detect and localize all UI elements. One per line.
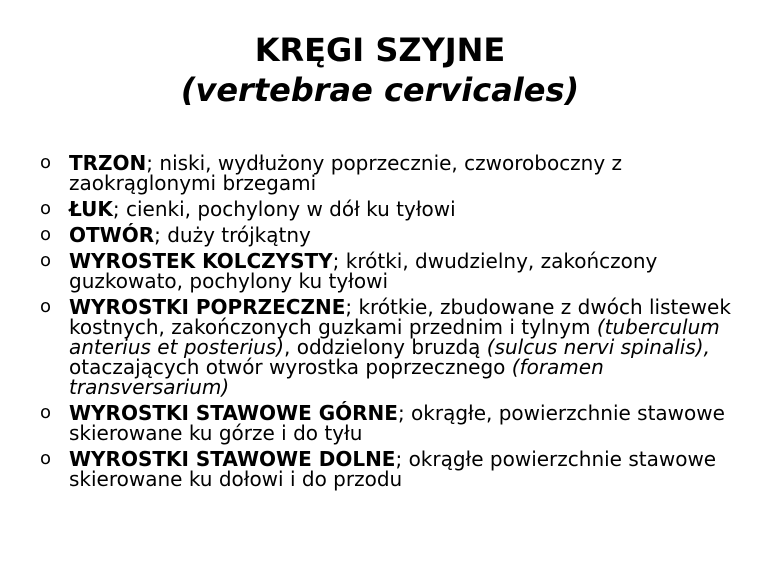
bullet-text: ; niski, wydłużony poprzecznie, czworoboczny z zaokrąglonymi brzegami: [69, 151, 623, 195]
latin-term: (sulcus nervi spinalis),: [486, 335, 710, 359]
bullet-term: WYROSTKI POPRZECZNE: [69, 295, 346, 319]
bullet-term: ŁUK: [69, 197, 113, 221]
bullet-text: , oddzielony bruzdą: [284, 335, 487, 359]
bullet-text: ; krótkie, zbudowane z dwóch listewek kostnych, zakończonych guzkami przednim i tylnym: [69, 295, 731, 339]
bullet-text: otaczających otwór wyrostka poprzecznego: [69, 355, 512, 379]
bullet-wyrostek-kolczysty: [40, 251, 740, 291]
bullet-marker-icon: o: [40, 402, 52, 423]
bullet-marker-icon: o: [40, 152, 52, 173]
bullet-text: ; okrągłe powierzchnie stawowe skierowane ku dołowi i do przodu: [69, 447, 717, 491]
title-latin: (vertebrae cervicales): [180, 71, 580, 109]
bullet-text: ; okrągłe, powierzchnie stawowe skierowane ku górze i do tyłu: [69, 401, 725, 445]
bullet-marker-icon: o: [40, 250, 52, 271]
bullet-wyrostki-poprzeczne: [40, 297, 740, 397]
bullet-term: TRZON: [69, 151, 147, 175]
bullet-marker-icon: o: [40, 296, 52, 317]
bullet-trzon: [40, 153, 740, 193]
bullet-text: ; duży trójkątny: [154, 223, 311, 247]
latin-term: (tuberculum anterius et posterius): [69, 315, 720, 359]
bullet-wyrostki-stawowe-dolne: [40, 449, 740, 489]
latin-term: (foramen transversarium): [69, 355, 604, 399]
slide-title: [0, 30, 760, 110]
bullet-term: WYROSTKI STAWOWE DOLNE: [69, 447, 396, 471]
bullet-marker-icon: o: [40, 224, 52, 245]
bullet-marker-icon: o: [40, 448, 52, 469]
bullet-marker-icon: o: [40, 198, 52, 219]
title-main: KRĘGI SZYJNE: [254, 31, 506, 69]
bullet-text: ; krótki, dwudzielny, zakończony guzkowato, pochylony ku tyłowi: [69, 249, 658, 293]
bullet-term: OTWÓR: [69, 223, 155, 247]
bullet-list: [40, 153, 740, 495]
bullet-term: WYROSTEK KOLCZYSTY: [69, 249, 333, 273]
bullet-wyrostki-stawowe-gorne: [40, 403, 740, 443]
bullet-luk: [40, 199, 740, 219]
bullet-term: WYROSTKI STAWOWE GÓRNE: [69, 401, 398, 425]
bullet-otwor: [40, 225, 740, 245]
bullet-text: ; cienki, pochylony w dół ku tyłowi: [112, 197, 456, 221]
